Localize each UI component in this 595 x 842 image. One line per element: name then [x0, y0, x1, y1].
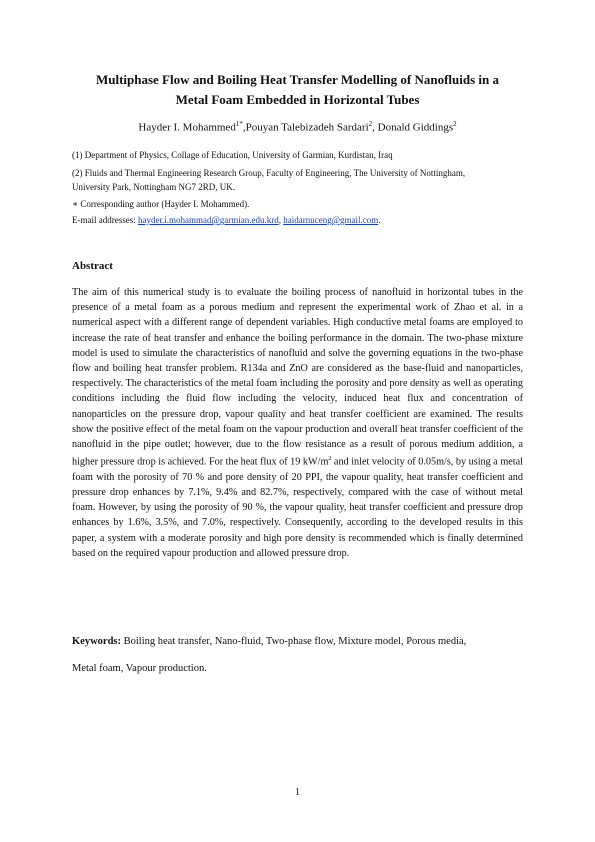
author-list [70, 120, 525, 134]
email-link-2[interactable]: haidarnuceng@gmail.com [283, 215, 379, 225]
abstract-text-part-2: and inlet velocity of 0.05m/s, by using a metal foam with the porosity of 70 % and pore density of 20 PPI, the vapour quality, heat transfer coefficient and pressure drop enhances by 7.1%, 9.4% and 82.7%, respectively, compared with the case of without metal foam. However, by using the porosity of 90 %, the vapour quality, heat transfer coefficient and pressure drop enhances by 1.6%, 3.5%, and 7.0%, respectively. Consequently, according to the developed results in this paper, a system with a moderate porosity and high pore density is recommended which is finally determined based on the required vapour production and allowed pressure drop. [72, 456, 523, 559]
email-end: . [378, 215, 381, 225]
title-line-2: Metal Foam Embedded in Horizontal Tubes [175, 92, 420, 107]
author-2-affiliation-mark: 2 [368, 120, 373, 128]
title-line-1: Multiphase Flow and Boiling Heat Transfer Modelling of Nanofluids in a [95, 72, 500, 87]
author-1: Hayder I. Mohammed [138, 121, 236, 134]
paper-title [70, 70, 525, 110]
email-label: E-mail addresses: [72, 215, 138, 225]
email-addresses [72, 213, 532, 227]
abstract-heading: Abstract [72, 260, 113, 272]
author-3-affiliation-mark: 2 [453, 120, 457, 128]
abstract-superscript: 2 [328, 456, 332, 463]
author-3: , Donald Giddings [372, 121, 454, 134]
keywords-list-1: Boiling heat transfer, Nano-fluid, Two-phase flow, Mixture model, Porous media, [121, 636, 467, 647]
keywords-label: Keywords: [72, 636, 121, 647]
abstract-text [72, 285, 523, 561]
affiliation-2-line-2: University Park, Nottingham NG7 2RD, UK. [72, 182, 235, 192]
email-link-1[interactable]: hayder.i.mohammad@garmian.edu.krd [137, 215, 279, 225]
page-number: 1 [295, 787, 300, 798]
email-separator: , [278, 215, 284, 225]
keywords-line-2: Metal foam, Vapour production. [72, 663, 207, 674]
author-2: ,Pouyan Talebizadeh Sardari [242, 121, 369, 134]
keywords-line-1 [72, 634, 532, 649]
abstract-text-part-1: The aim of this numerical study is to evaluate the boiling process of nanofluid in horizontal tubes in the presence of a metal foam as a porous medium and represent the experimental work of Zhao et al. in a numerical aspect with a different range of dependent variables. High conductive metal foams are employed to increase the rate of heat transfer and enhance the boiling performance in the domain. The two-phase mixture model is used to simulate the characteristics of nanofluid and solve the governing equations in the two-phase flow and boiling heat transfer problem. R134a and ZnO are considered as the base-fluid and nanoparticles, respectively. The characteristics of the metal foam including the porosity and pore density as well as operating conditions including the fluid flow including the velocity, induced heat flux and concentration of nanoparticles on the pressure drop, vapour quality and heat transfer coefficient are examined. The results show the positive effect of the metal foam on the vapour production and overall heat transfer coefficient of the nanofluid in the pipe outlet; however, due to the flow resistance as a result of porous medium addition, a higher pressure drop is achieved. For the heat flux of 19 kW/m [72, 287, 523, 468]
author-1-affiliation-mark: 1* [235, 120, 243, 128]
affiliation-1: (1) Department of Physics, Collage of Education, University of Garmian, Kurdistan, Iraq [72, 150, 393, 160]
corresponding-author: ∗ Corresponding author (Hayder I. Mohammed). [72, 199, 250, 209]
affiliation-2-line-1: (2) Fluids and Thermal Engineering Research Group, Faculty of Engineering, The University of Nottingham, [72, 168, 466, 178]
